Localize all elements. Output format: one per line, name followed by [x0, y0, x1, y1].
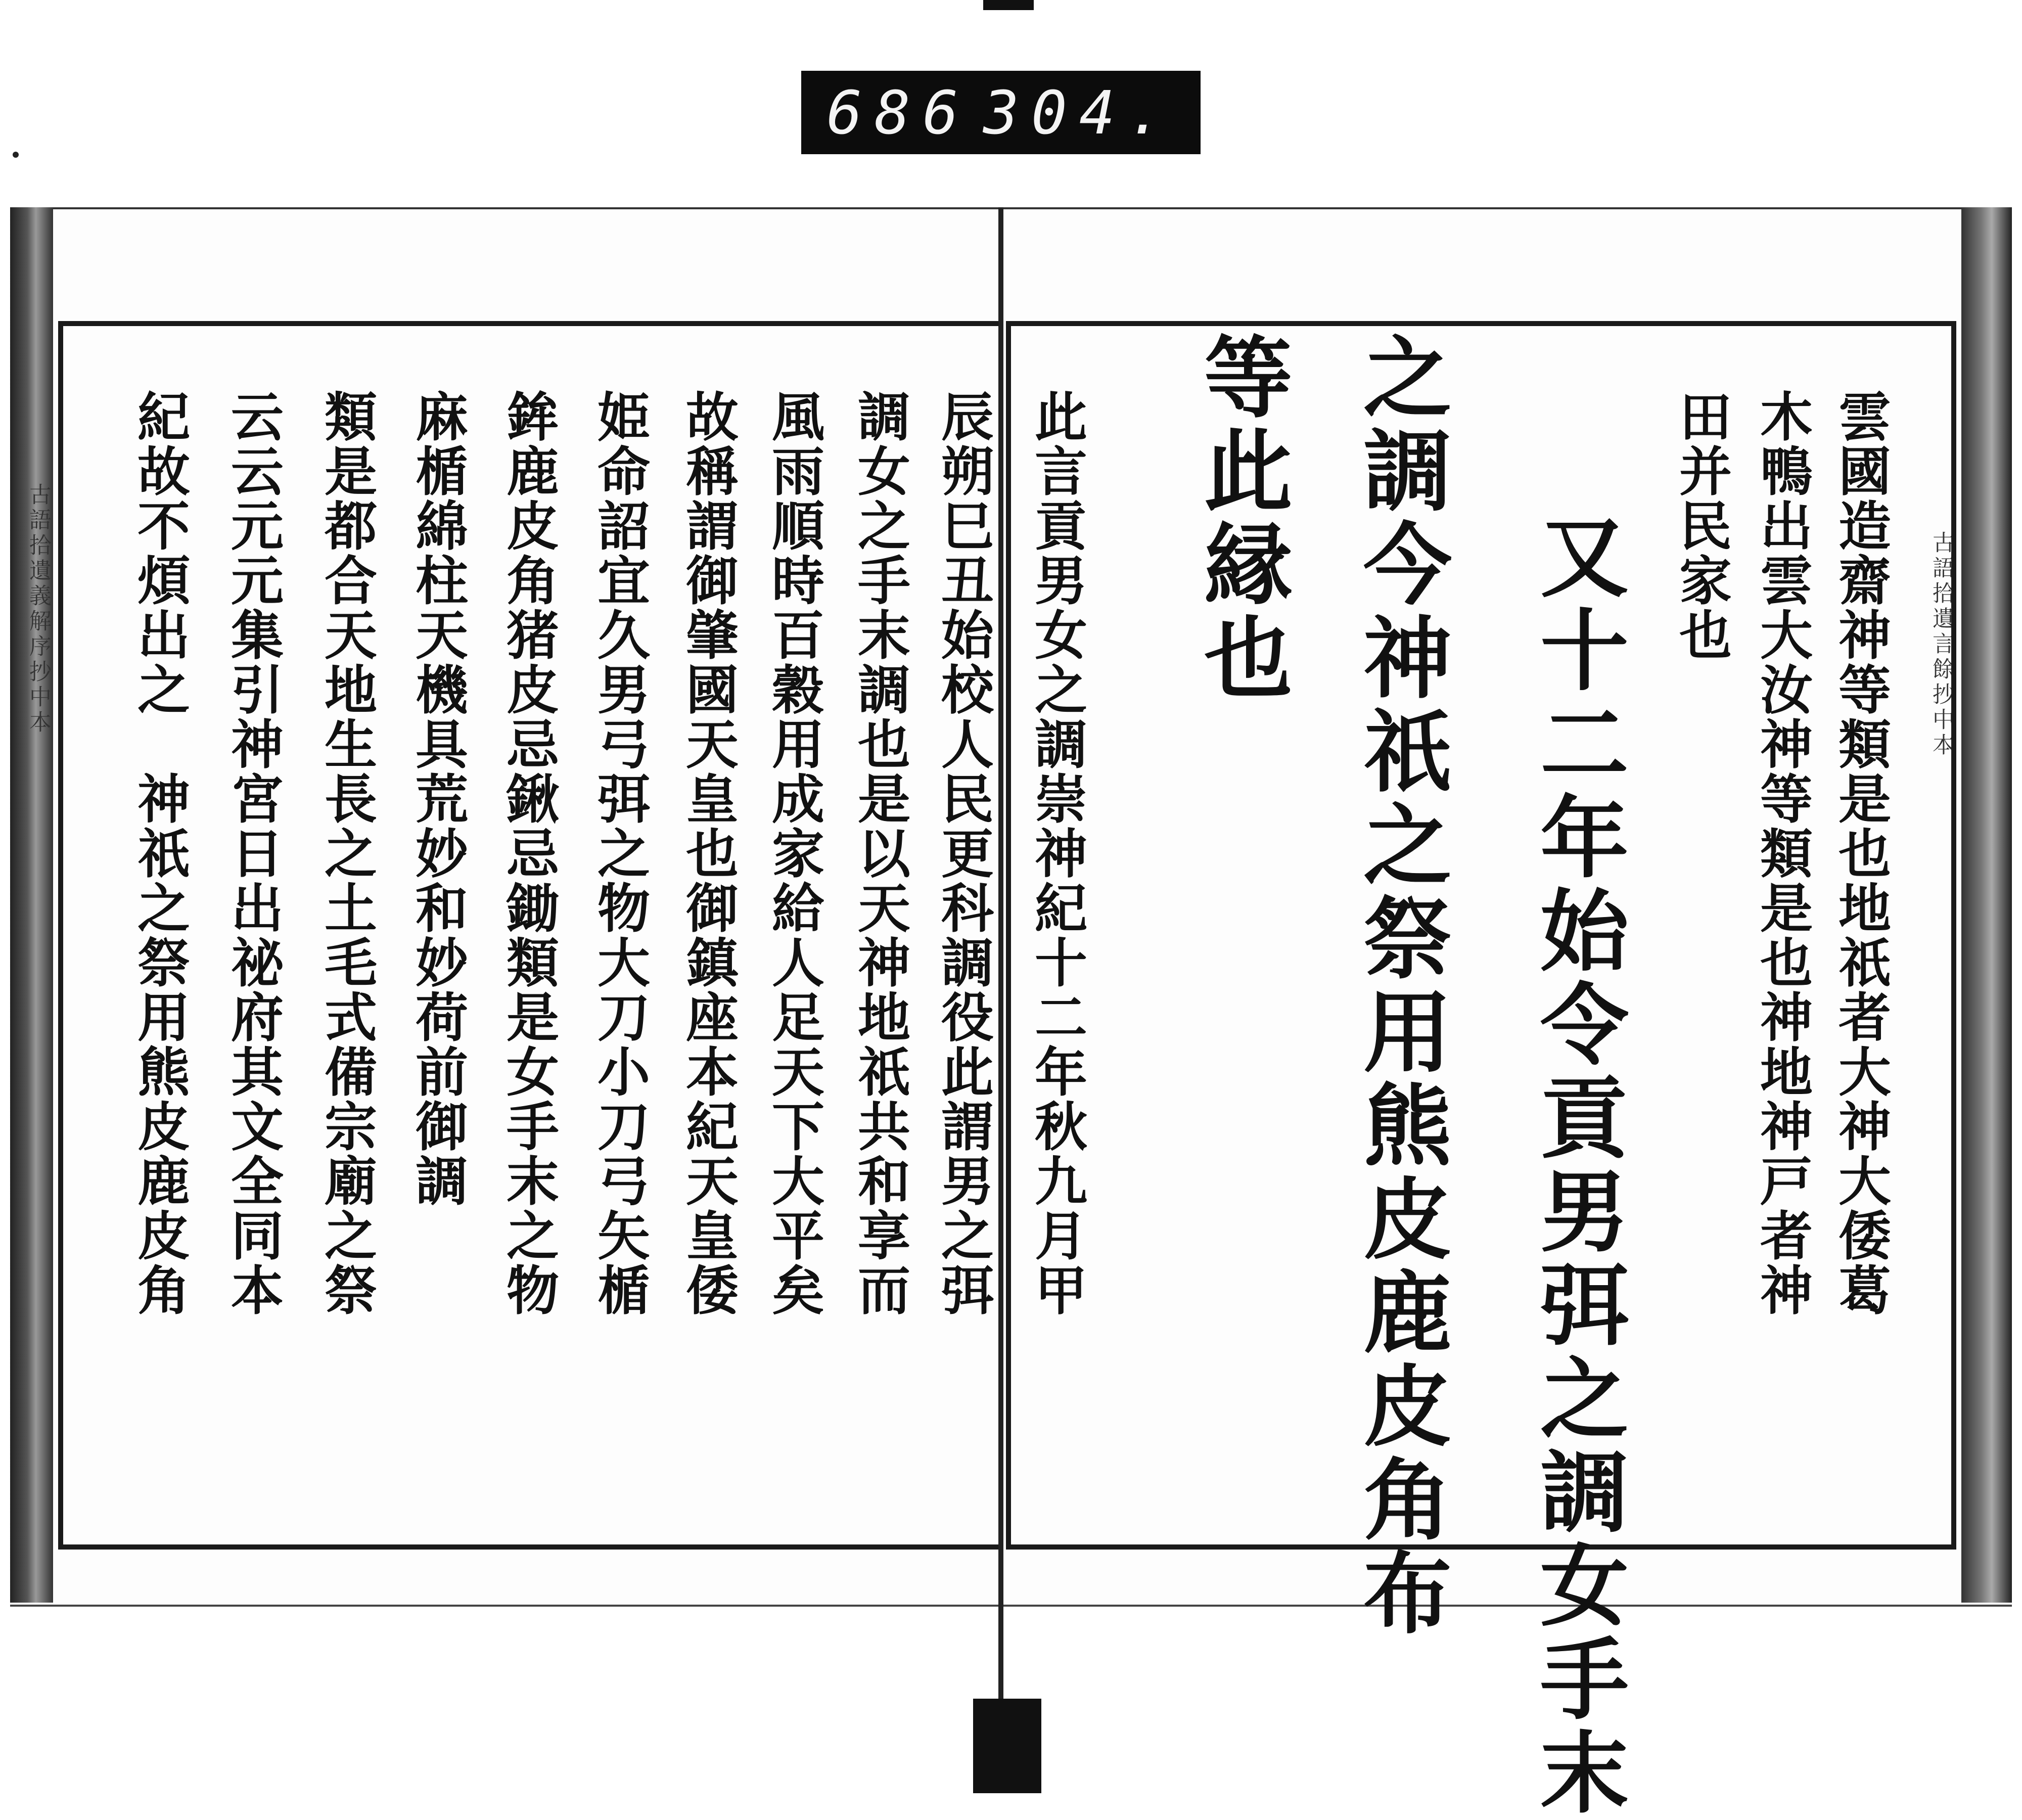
left-page-column-2: 辰朔巳丑始校人民更科調役此謂男之弭 [932, 389, 994, 1317]
catalog-label [801, 71, 1201, 154]
right-page-column-3: 田并民家也 [1670, 389, 1732, 662]
left-page-column-9: 類是都合天地生長之土毛式備宗廟之祭 [315, 389, 378, 1317]
right-edge-title: 古語拾遺言餘抄中本 [1928, 531, 1954, 758]
ink-spot [13, 152, 19, 158]
left-page-column-3: 調女之手末調也是以天神地祇共和享而 [849, 389, 911, 1317]
left-page-column-1: 此言貢男女之調崇神紀十二年秋九月甲 [1026, 389, 1088, 1317]
right-page-heading-1: 又十二年始令貢男弭之調女手末 [1526, 511, 1629, 1820]
left-page-column-5: 故稱謂御肇國天皇也御鎮座本紀天皇倭 [677, 389, 739, 1317]
left-page-column-8: 麻楯綿柱天機具荒妙和妙荷前御調 [406, 389, 469, 1208]
top-notch [983, 0, 1034, 10]
left-page-column-11: 紀故不煩出之 神祇之祭用熊皮鹿皮角 [128, 389, 191, 1317]
right-page-heading-3: 等此縁也 [1189, 331, 1293, 705]
left-page-column-10: 云云元元集引神宮日出祕府其文全同本 [222, 389, 284, 1317]
bottom-binding-tab [973, 1699, 1041, 1793]
right-page-edge [1961, 207, 2012, 1603]
left-page-edge [10, 207, 53, 1603]
left-edge-title: 古語拾遺義解序抄中本 [25, 483, 51, 736]
right-page-column-2: 木鴨出雲大汝神等類是也神地神戸者神 [1751, 389, 1813, 1317]
catalog-number-right: 304. [983, 77, 1175, 148]
catalog-number-left: 686 [826, 77, 971, 148]
left-page-column-7: 鉾鹿皮角猪皮忌鍬忌鋤類是女手末之物 [497, 389, 560, 1317]
right-page-column-1: 雲國造齋神等類是也地祇者大神大倭葛 [1829, 389, 1892, 1317]
right-page-heading-2: 之調今神祇之祭用熊皮鹿皮角布 [1349, 331, 1452, 1641]
left-page-column-4: 風雨順時百穀用成家給人足天下大平矣 [763, 389, 825, 1317]
left-page-column-6: 姫命詔宜久男弓弭之物大刀小刀弓矢楯 [588, 389, 651, 1317]
